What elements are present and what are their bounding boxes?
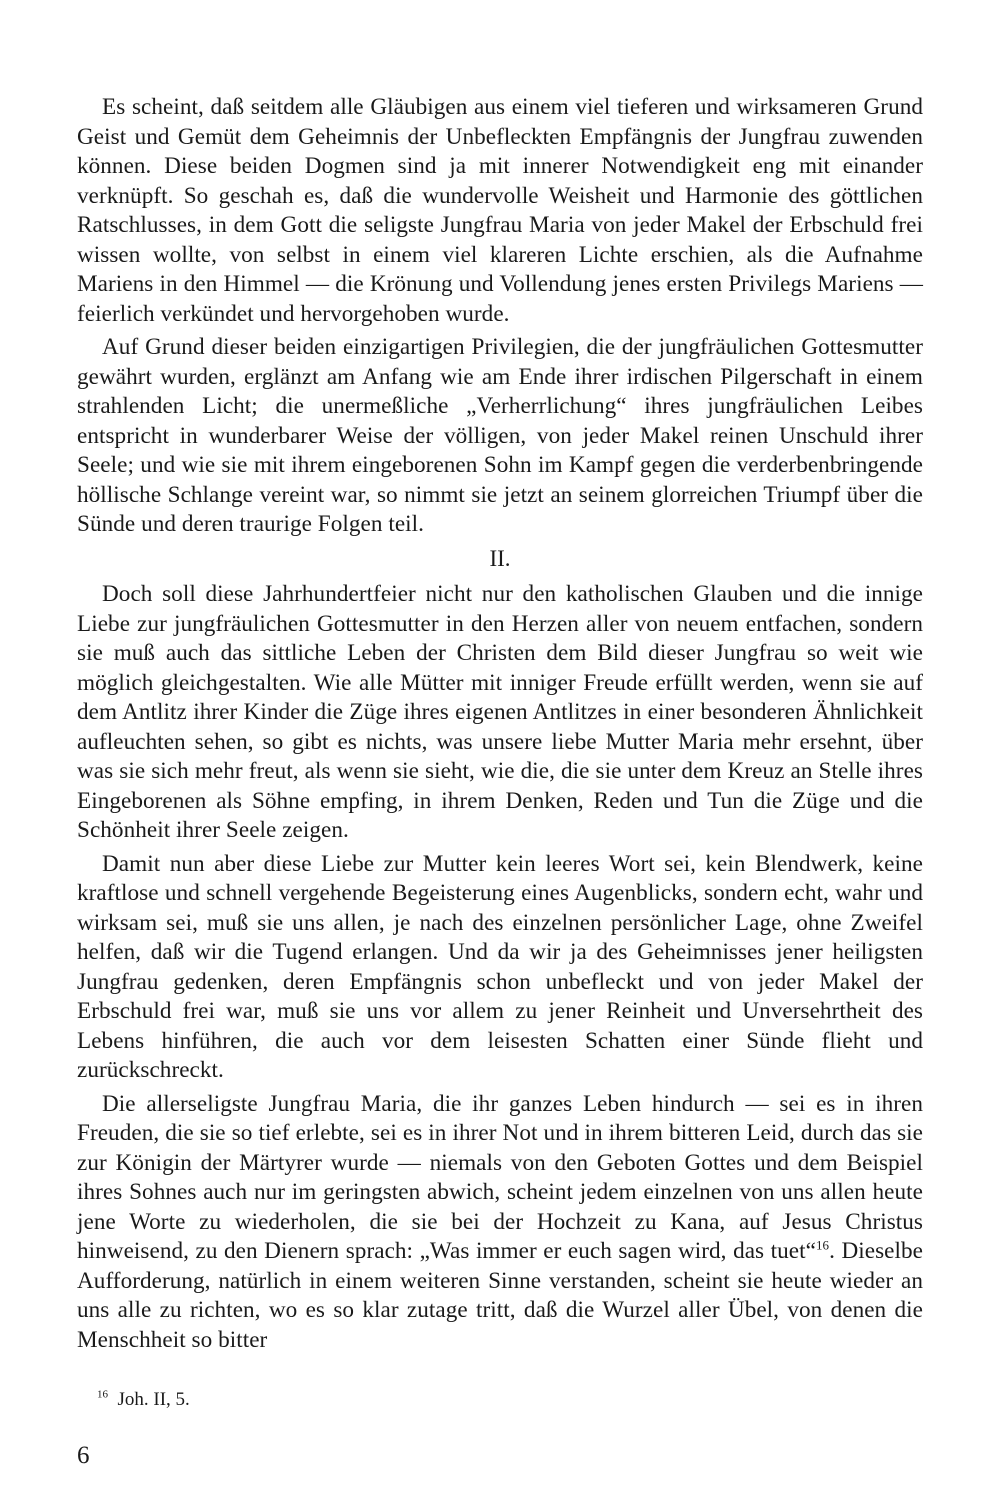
paragraph-5-text-before-note: Die allerseligste Jungfrau Maria, die ihr ganzes Leben hindurch — sei es in ihren Freuden, die sie so tief erlebte, sei es in ihrer Not und in ihrem bitteren Leid, durch das sie zur Königin der Märtyrer wurde — niemals von den Geboten Gottes und dem Beispiel ihres Sohnes auch nur im geringsten abwich, scheint jedem einzelnen von uns allen heute jene Worte zu wiederholen, die sie bei der Hochzeit zu Kana, auf Jesus Christus hinweisend, zu den Dienern sprach: „Was immer er euch sagen wird, das tuet“ — [77, 1090, 923, 1264]
footnote — [97, 1388, 190, 1412]
page-number: 6 — [77, 1442, 90, 1469]
paragraph-1: Es scheint, daß seitdem alle Gläubigen aus einem viel tieferen und wirksameren Grund Geist und Gemüt dem Geheimnis der Unbefleckten Empfängnis der Jungfrau zuwenden können. Diese beiden Dogmen sind ja mit innerer Notwendigkeit eng mit einander verknüpft. So geschah es, daß die wundervolle Weisheit und Harmonie des göttlichen Ratschlusses, in dem Gott die seligste Jungfrau Maria von jeder Makel der Erbschuld frei wissen wollte, von selbst in einem viel klareren Lichte erschien, als die Aufnahme Mariens in den Himmel — die Krönung und Vollendung jenes ersten Privilegs Mariens — feierlich verkündet und hervorgehoben wurde. — [77, 94, 923, 327]
paragraph-3: Doch soll diese Jahrhundertfeier nicht nur den katholischen Glauben und die innige Liebe zur jungfräulichen Gottesmutter in den Herzen aller von neuem entfachen, sondern sie muß auch das sittliche Leben der Christen dem Bild dieser Jungfrau so weit wie möglich gleichgestalten. Wie alle Mütter mit inniger Freude erfüllt werden, wenn sie auf dem Antlitz ihrer Kinder die Züge ihres eigenen Antlitzes in einer besonderen Ähnlichkeit aufleuchten sehen, so gibt es nichts, was unsere liebe Mutter Maria mehr ersehnt, über was sie sich mehr freut, als wenn sie sieht, wie die, die sie unter dem Kreuz an Stelle ihres Eingeborenen als Söhne empfing, in ihrem Denken, Reden und Tun die Züge und die Schönheit ihrer Seele zeigen. — [77, 581, 923, 843]
paragraph-5 — [77, 1090, 923, 1356]
footnote-marker: 16 — [97, 1388, 108, 1401]
footnote-reference: 16 — [815, 1237, 830, 1253]
paragraph-4: Damit nun aber diese Liebe zur Mutter kein leeres Wort sei, kein Blendwerk, keine kraftlose und schnell vergehende Begeisterung eines Augenblicks, sondern echt, wahr und wirksam sei, muß sie uns allen, je nach des einzelnen persönlicher Lage, ohne Zweifel helfen, daß wir die Tugend erlangen. Und da wir ja des Geheimnisses jener heiligsten Jungfrau gedenken, deren Empfängnis schon unbefleckt und von jeder Makel der Erbschuld frei war, muß sie uns vor allem zu jener Reinheit und Unversehrtheit des Lebens hinführen, die auch vor dem leisesten Schatten einer Sünde flieht und zurückschreckt. — [77, 850, 923, 1083]
paragraph-5-text-after-note: . Dieselbe Aufforderung, natürlich in einem weiteren Sinne verstanden, scheint sie heute wieder an uns alle zu richten, wo es so klar zutage tritt, daß die Wurzel aller Übel, von denen die Menschheit so bitter — [77, 1238, 923, 1353]
paragraph-2: Auf Grund dieser beiden einzigartigen Privilegien, die der jungfräulichen Gottesmutter gewährt wurden, erglänzt am Anfang wie am Ende ihrer irdischen Pilgerschaft in einem strahlenden Licht; die unermeßliche „Verherrlichung“ ihres jungfräulichen Leibes entspricht in wunderbarer Weise der völligen, von jeder Makel reinen Unschuld ihrer Seele; und wie sie mit ihrem eingeborenen Sohn im Kampf gegen die verderbenbringende höllische Schlange vereint war, so nimmt sie jetzt an seinem glorreichen Triumpf über die Sünde und deren traurige Folgen teil. — [77, 334, 923, 537]
footnote-text: Joh. II, 5. — [117, 1389, 190, 1410]
section-heading: II. — [489, 545, 511, 571]
page-body — [77, 93, 923, 1355]
